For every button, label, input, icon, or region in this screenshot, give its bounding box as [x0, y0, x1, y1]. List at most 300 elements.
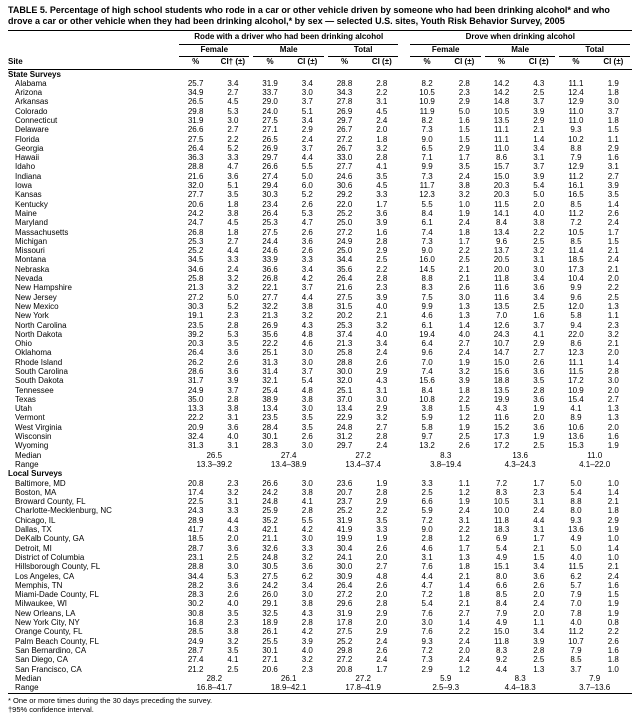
ci-cell: 1.4 — [607, 487, 619, 497]
ci-cell: 4.5 — [227, 218, 239, 228]
pct-cell: 14.5 — [419, 264, 435, 274]
ci-cell: 3.4 — [533, 274, 545, 284]
ci-cell: 2.7 — [607, 394, 619, 404]
range-row — [8, 683, 632, 694]
table-row — [8, 395, 632, 404]
table-row — [8, 265, 632, 274]
ci-cell: 1.7 — [458, 543, 470, 553]
ci-cell: 1.3 — [533, 664, 545, 674]
ci-cell: 2.4 — [376, 636, 388, 646]
pct-cell: 4.9 — [495, 618, 508, 628]
ci-cell: 2.4 — [376, 655, 388, 665]
ci-cell: 4.0 — [376, 329, 388, 339]
ci-cell: 2.1 — [607, 562, 619, 572]
column-spacer — [400, 45, 408, 58]
ci-cell: 3.6 — [227, 543, 239, 553]
pct-cell: 14.7 — [493, 348, 510, 358]
ci-cell: 1.2 — [458, 664, 470, 674]
summary-label-cell: Range — [8, 683, 177, 694]
pct-cell: 30.3 — [187, 301, 204, 311]
pct-cell: 25.4 — [262, 385, 278, 395]
pct-cell: 27.5 — [336, 292, 353, 302]
column-spacer — [400, 274, 408, 283]
ci-cell: 2.6 — [227, 357, 239, 367]
pct-cell: 11.1 — [494, 125, 510, 135]
site-cell: South Carolina — [15, 367, 68, 376]
pct-cell: 8.8 — [570, 497, 582, 507]
pct-cell: 35.6 — [262, 329, 278, 339]
pct-cell: 10.5 — [493, 106, 510, 116]
table-row — [8, 79, 632, 88]
pct-cell: 6.9 — [495, 534, 508, 544]
ci-cell: 1.9 — [376, 478, 388, 488]
pct-cell: 20.8 — [187, 478, 204, 488]
pct-cell: 8.3 — [495, 645, 508, 655]
ci-cell: 3.2 — [227, 487, 239, 497]
pct-cell: 30.5 — [262, 562, 278, 572]
ci-cell: 2.5 — [607, 292, 619, 302]
ci-cell: 2.9 — [376, 246, 388, 256]
pct-cell: 9.6 — [421, 348, 433, 358]
site-cell: Wisconsin — [15, 432, 52, 442]
empty-corner-cell — [8, 31, 177, 45]
ci-cell: 4.4 — [533, 515, 545, 525]
table-title: TABLE 5. Percentage of high school students who rode in a car or other vehicle driven by someone who had been drinking alcohol* and who drove a car or other vehicle when they had been drinking alcohol,* by sex — selected U.S. sites, Youth Risk Behavior Survey, 2005 — [8, 5, 610, 26]
pct-cell: 5.4 — [421, 599, 433, 609]
ci-cell: 2.4 — [458, 655, 470, 665]
pct-cell: 33.9 — [262, 255, 278, 265]
ci-cell: 1.8 — [607, 655, 619, 665]
table-row — [8, 218, 632, 227]
pct-cell: 5.0 — [570, 543, 582, 553]
pct-cell: 10.8 — [419, 394, 435, 404]
pct-cell: 20.7 — [336, 487, 353, 497]
pct-cell: 13.7 — [493, 246, 510, 256]
ci-cell: 2.4 — [458, 636, 470, 646]
pct-cell: 25.2 — [336, 208, 353, 218]
pct-cell: 25.3 — [187, 236, 204, 246]
pct-cell: 11.0 — [494, 143, 510, 153]
pct-cell: 28.2 — [187, 580, 204, 590]
section-header-row — [8, 469, 632, 478]
ci-cell: 4.1 — [376, 162, 388, 172]
ci-cell: 3.8 — [301, 394, 313, 404]
pct-cell: 5.5 — [421, 199, 433, 209]
site-cell: New Jersey — [15, 292, 57, 302]
pct-cell: 27.4 — [187, 655, 204, 665]
ci-cell: 1.2 — [458, 487, 470, 497]
pct-cell: 19.4 — [419, 329, 435, 339]
table-row — [8, 153, 632, 162]
ci-cell: 3.2 — [301, 311, 313, 321]
ci-cell: 1.9 — [458, 208, 470, 218]
pct-cell: 11.1 — [568, 357, 584, 367]
ci-cell: 3.4 — [533, 627, 545, 637]
pct-cell: 27.5 — [187, 134, 204, 144]
ci-cell: 1.9 — [376, 534, 388, 544]
column-spacer — [400, 516, 408, 525]
ci-cell: 2.1 — [533, 125, 545, 135]
site-cell: San Diego, CA — [15, 655, 68, 665]
pct-cell: 10.4 — [568, 274, 584, 284]
pct-cell: 26.6 — [187, 125, 204, 135]
pct-cell: 17.3 — [568, 264, 584, 274]
pct-cell: 11.5 — [568, 562, 584, 572]
ci-cell: 2.4 — [607, 218, 619, 228]
pct-cell: 12.3 — [419, 190, 435, 200]
site-cell: Los Angeles, CA — [15, 571, 75, 581]
group1-header — [177, 31, 400, 45]
ci-cell: 6.2 — [301, 571, 313, 581]
column-spacer — [400, 31, 408, 45]
pct-cell: 24.8 — [262, 552, 278, 562]
ci-cell: 2.0 — [458, 645, 470, 655]
ci-cell: 5.3 — [301, 208, 313, 218]
ci-cell: 2.6 — [301, 432, 313, 442]
column-spacer — [400, 283, 408, 292]
pct-cell: 26.6 — [262, 478, 278, 488]
pct-cell: 22.5 — [187, 497, 204, 507]
site-cell: Dallas, TX — [15, 525, 52, 535]
pct-cell: 17.8 — [336, 618, 353, 628]
pct-cell: 24.9 — [187, 636, 204, 646]
ci-cell: 2.8 — [533, 645, 545, 655]
pct-cell: 7.2 — [570, 218, 582, 228]
ci-cell: 5.2 — [301, 190, 313, 200]
table-row — [8, 655, 632, 664]
table-row — [8, 488, 632, 497]
pct-cell: 25.7 — [187, 78, 204, 88]
table-row — [8, 506, 632, 515]
site-cell: Colorado — [15, 106, 48, 116]
site-cell: Montana — [15, 255, 47, 265]
ci-cell: 2.9 — [458, 143, 470, 153]
pct-cell: 15.0 — [493, 171, 510, 181]
ci-cell: 3.4 — [301, 580, 313, 590]
table-row — [8, 311, 632, 320]
table-row — [8, 572, 632, 581]
ci-cell: 2.4 — [376, 348, 388, 358]
pct-cell: 3.8 — [421, 404, 433, 414]
ci-cell: 5.2 — [227, 143, 239, 153]
ci-cell: 2.1 — [607, 339, 619, 349]
pct-cell: 27.5 — [262, 571, 278, 581]
ci-cell: 4.8 — [301, 329, 313, 339]
pct-cell: 27.5 — [336, 627, 353, 637]
pct-cell: 27.7 — [336, 162, 353, 172]
pct-cell: 9.0 — [421, 134, 433, 144]
ci-cell: 2.7 — [227, 236, 239, 246]
ci-cell: 3.9 — [607, 181, 619, 191]
pct-cell: 25.0 — [336, 218, 353, 228]
pct-cell: 41.7 — [187, 525, 204, 535]
ci-cell: 3.1 — [533, 497, 545, 507]
ci-cell: 5.1 — [227, 181, 239, 191]
ci-cell: 4.5 — [376, 106, 388, 116]
pct-cell: 18.9 — [262, 618, 278, 628]
ci-cell: 2.4 — [533, 599, 545, 609]
pct-cell: 12.9 — [568, 97, 584, 107]
pct-cell: 2.8 — [421, 534, 433, 544]
table-row — [8, 339, 632, 348]
table-row — [8, 386, 632, 395]
column-spacer — [400, 97, 408, 106]
pct-cell: 10.7 — [493, 339, 510, 349]
summary-value-cell: 26.5 — [206, 450, 223, 460]
table-row — [8, 162, 632, 171]
pct-cell: 31.9 — [336, 515, 353, 525]
ci-cell: 2.5 — [458, 255, 470, 265]
ci-cell: 4.3 — [533, 78, 545, 88]
pct-cell: 30.6 — [336, 181, 353, 191]
pct-cell: 34.5 — [187, 255, 204, 265]
ci-cell: 3.5 — [533, 376, 545, 386]
ci-cell: 4.8 — [376, 571, 388, 581]
ci-cell: 3.7 — [533, 162, 545, 172]
ci-cell: 2.9 — [458, 97, 470, 107]
ci-cell: 2.7 — [227, 88, 239, 98]
column-spacer — [400, 553, 408, 562]
ci-cell: 2.5 — [376, 255, 388, 265]
pct-cell: 14.1 — [493, 208, 510, 218]
range-row — [8, 460, 632, 469]
ci-cell: 3.9 — [458, 376, 470, 386]
ci-cell: 3.3 — [301, 543, 313, 553]
pct-cell: 25.2 — [336, 506, 353, 516]
site-cell: Maryland — [15, 218, 48, 228]
pct-cell: 21.3 — [187, 283, 204, 293]
ci-cell: 1.9 — [607, 441, 619, 451]
ci-cell: 4.3 — [301, 608, 313, 618]
ci-cell: 1.4 — [458, 320, 470, 330]
pct-cell: 9.9 — [421, 301, 433, 311]
pct-cell: 9.6 — [495, 236, 508, 246]
pct-cell: 31.7 — [187, 376, 204, 386]
pct-cell: 2.9 — [421, 664, 433, 674]
ci-cell: 1.1 — [607, 134, 619, 144]
summary-value-cell: 16.8–41.7 — [177, 683, 251, 694]
ci-cell: 3.9 — [533, 636, 545, 646]
pct-cell: 34.3 — [336, 88, 353, 98]
footnote-frequency: * One or more times during the 30 days preceding the survey. — [8, 696, 213, 706]
ci-cell: 3.6 — [227, 580, 239, 590]
pct-cell: 32.0 — [187, 181, 204, 191]
ci-cell: 3.1 — [533, 255, 545, 265]
ci-cell: 2.6 — [376, 645, 388, 655]
ci-cell: 3.4 — [227, 78, 239, 88]
site-cell: DeKalb County, GA — [15, 534, 85, 544]
column-spacer — [400, 655, 408, 664]
pct-cell: 7.3 — [421, 655, 433, 665]
footnote-ci: †95% confidence interval. — [8, 705, 94, 715]
ci-cell: 2.9 — [376, 367, 388, 376]
site-cell: Tennessee — [15, 385, 54, 395]
ci-cell: 2.0 — [227, 534, 239, 544]
ci-cell: 2.8 — [607, 367, 619, 376]
ci-cell: 1.9 — [607, 78, 619, 88]
ci-cell: 2.4 — [607, 255, 619, 265]
ci-cell: 3.5 — [607, 190, 619, 200]
ci-cell: 2.3 — [227, 311, 239, 321]
pct-cell: 16.5 — [568, 190, 584, 200]
pct-cell: 31.9 — [262, 78, 278, 88]
column-spacer — [400, 395, 408, 404]
ci-cell: 2.0 — [533, 199, 545, 209]
ci-cell: 2.2 — [376, 506, 388, 516]
ci-cell: 2.7 — [376, 422, 388, 432]
pct-cell: 7.3 — [421, 125, 433, 135]
column-spacer — [400, 293, 408, 302]
ci-header: CI (±) — [363, 57, 400, 69]
column-spacer — [400, 339, 408, 348]
pct-cell: 29.2 — [336, 190, 353, 200]
ci-cell: 1.4 — [607, 357, 619, 367]
pct-cell: 3.0 — [421, 618, 433, 628]
table-row — [8, 646, 632, 655]
pct-cell: 27.2 — [187, 292, 204, 302]
pct-header: % — [483, 57, 520, 69]
table-row — [8, 376, 632, 385]
summary-value-cell: 3.7–13.6 — [557, 683, 632, 694]
ci-cell: 2.0 — [376, 552, 388, 562]
pct-cell: 5.8 — [421, 422, 433, 432]
median-row — [8, 674, 632, 683]
group2-header — [408, 31, 632, 45]
group1-male-header: Male — [251, 45, 325, 58]
summary-value-cell: 26.1 — [280, 673, 297, 683]
summary-value-cell: 7.9 — [589, 673, 601, 683]
ci-cell: 3.1 — [227, 413, 239, 423]
ci-cell: 2.9 — [533, 115, 545, 125]
column-spacer — [400, 200, 408, 209]
ci-cell: 3.2 — [301, 552, 313, 562]
ci-cell: 3.1 — [376, 385, 388, 395]
ci-cell: 5.0 — [533, 190, 545, 200]
sex-header-row — [8, 45, 632, 58]
pct-cell: 41.9 — [336, 525, 353, 535]
pct-cell: 33.7 — [262, 88, 278, 98]
pct-cell: 35.6 — [336, 264, 353, 274]
ci-cell: 3.0 — [301, 348, 313, 358]
pct-cell: 29.7 — [336, 115, 353, 125]
ci-cell: 1.1 — [533, 618, 545, 628]
site-cell: Orange County, FL — [15, 627, 83, 637]
ci-cell: 2.8 — [458, 78, 470, 88]
pct-header: % — [326, 57, 363, 69]
ci-cell: 2.1 — [607, 246, 619, 256]
ci-cell: 3.2 — [533, 246, 545, 256]
ci-cell: 2.4 — [458, 506, 470, 516]
pct-cell: 7.3 — [421, 236, 433, 246]
ci-cell: 1.8 — [227, 227, 239, 237]
pct-cell: 25.1 — [336, 385, 353, 395]
ci-cell: 3.2 — [227, 636, 239, 646]
ci-cell: 3.4 — [533, 562, 545, 572]
ci-cell: 1.9 — [607, 599, 619, 609]
table-row — [8, 190, 632, 199]
column-spacer — [400, 479, 408, 488]
ci-cell: 1.7 — [607, 227, 619, 237]
yrbs-table — [8, 30, 632, 694]
ci-cell: 2.2 — [376, 264, 388, 274]
column-spacer — [400, 330, 408, 339]
pct-cell: 25.5 — [262, 636, 278, 646]
pct-cell: 8.2 — [421, 115, 433, 125]
ci-cell: 2.4 — [301, 134, 313, 144]
ci-cell: 2.5 — [533, 236, 545, 246]
ci-cell: 1.9 — [458, 357, 470, 367]
ci-cell: 3.9 — [533, 171, 545, 181]
ci-cell: 3.5 — [227, 339, 239, 349]
pct-cell: 30.9 — [336, 571, 353, 581]
pct-cell: 23.1 — [187, 552, 204, 562]
site-cell: Arkansas — [15, 97, 49, 107]
ci-cell: 3.8 — [458, 181, 470, 191]
table-row — [8, 544, 632, 553]
pct-cell: 29.7 — [336, 441, 353, 451]
ci-cell: 5.5 — [301, 515, 313, 525]
column-spacer — [400, 376, 408, 385]
ci-cell: 2.6 — [301, 199, 313, 209]
ci-cell: 3.7 — [301, 367, 313, 376]
pct-cell: 26.1 — [262, 627, 278, 637]
table-row — [8, 516, 632, 525]
ci-cell: 1.7 — [376, 199, 388, 209]
pct-cell: 17.4 — [187, 487, 204, 497]
ci-cell: 4.2 — [301, 627, 313, 637]
ci-cell: 2.8 — [376, 236, 388, 246]
site-cell: Idaho — [15, 162, 36, 172]
ci-cell: 2.5 — [533, 301, 545, 311]
pct-cell: 3.7 — [570, 664, 582, 674]
pct-cell: 38.9 — [262, 394, 278, 404]
pct-cell: 20.6 — [262, 664, 278, 674]
table-row — [8, 181, 632, 190]
ci-cell: 1.9 — [533, 432, 545, 442]
ci-cell: 3.7 — [301, 97, 313, 107]
pct-cell: 13.4 — [262, 404, 278, 414]
pct-cell: 26.5 — [262, 134, 278, 144]
table-row — [8, 330, 632, 339]
pct-cell: 20.5 — [493, 255, 510, 265]
ci-cell: 2.5 — [533, 441, 545, 451]
pct-cell: 27.7 — [262, 292, 278, 302]
column-spacer — [400, 488, 408, 497]
ci-cell: 3.6 — [533, 571, 545, 581]
pct-cell: 7.8 — [570, 608, 582, 618]
site-cell: New Hampshire — [15, 283, 72, 293]
site-cell: Indiana — [15, 171, 42, 181]
column-spacer — [400, 590, 408, 599]
site-cell: Georgia — [15, 143, 44, 153]
pct-cell: 27.2 — [336, 655, 353, 665]
pct-cell: 24.7 — [187, 218, 204, 228]
table-row — [8, 404, 632, 413]
ci-cell: 2.2 — [458, 246, 470, 256]
ci-cell: 2.9 — [376, 404, 388, 414]
column-spacer — [400, 88, 408, 97]
ci-cell: 2.0 — [607, 422, 619, 432]
site-cell: Florida — [15, 134, 40, 144]
ci-cell: 4.1 — [301, 497, 313, 507]
ci-cell: 3.4 — [376, 339, 388, 349]
ci-cell: 3.0 — [607, 376, 619, 386]
table-header — [8, 31, 632, 70]
pct-cell: 32.6 — [262, 543, 278, 553]
ci-cell: 4.8 — [301, 385, 313, 395]
table-row — [8, 581, 632, 590]
column-spacer — [400, 627, 408, 636]
